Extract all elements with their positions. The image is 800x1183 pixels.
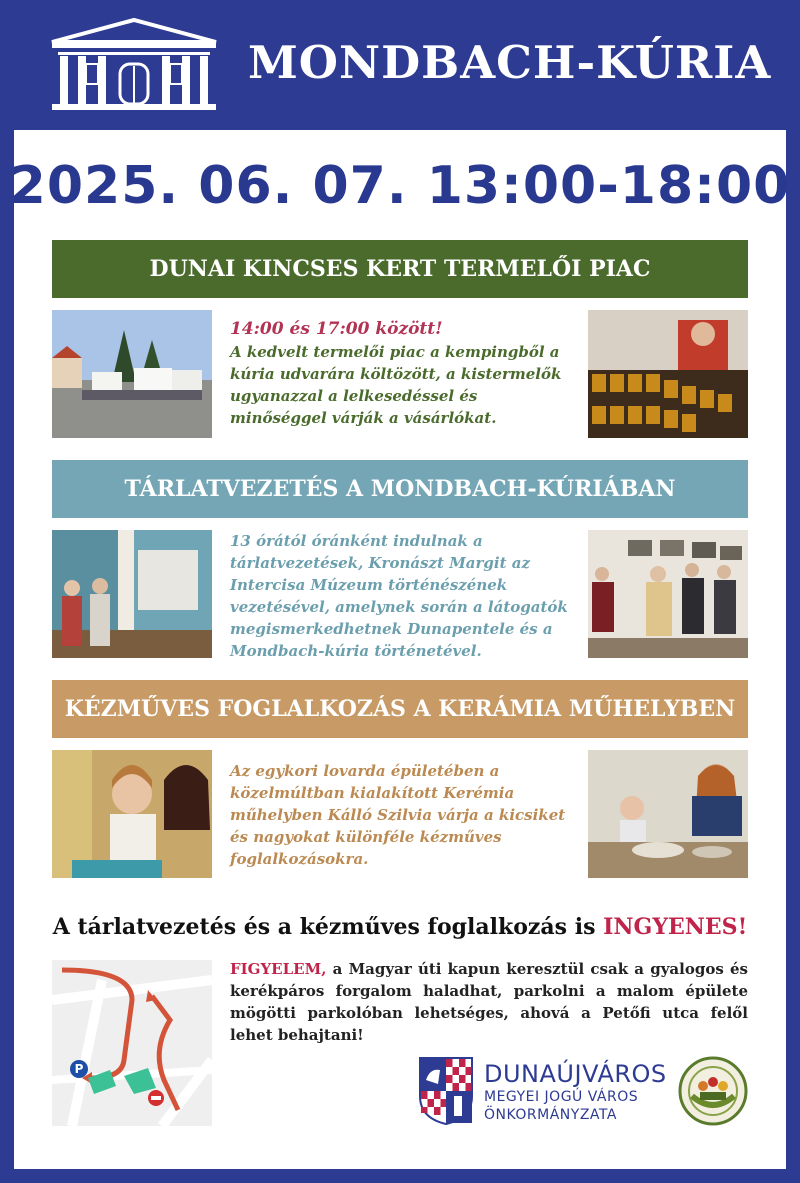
parking-map	[52, 960, 212, 1126]
city-subtitle-2: ÖNKORMÁNYZATA	[484, 1107, 617, 1123]
parking-notice	[230, 958, 748, 1046]
section-banner-crafts: KÉZMŰVES FOGLALKOZÁS A KERÁMIA MŰHELYBEN	[52, 680, 748, 738]
market-description	[230, 318, 570, 429]
free-note-prefix: A tárlatvezetés és a kézműves foglalkozás is	[52, 914, 604, 940]
venue-title: MONDBACH-KÚRIA	[248, 36, 772, 89]
honey-stall-image	[588, 310, 748, 438]
market-badge-logo-icon	[678, 1056, 748, 1126]
crafts-workshop-photo	[588, 750, 748, 878]
market-photo-image	[52, 310, 212, 438]
notice-label: FIGYELEM,	[230, 960, 327, 978]
exhibition-room-photo	[52, 530, 212, 658]
city-subtitle-1: MEGYEI JOGÚ VÁROS	[484, 1089, 639, 1105]
section-banner-exhibition: TÁRLATVEZETÉS A MONDBACH-KÚRIÁBAN	[52, 460, 748, 518]
city-name: DUNAÚJVÁROS	[484, 1060, 667, 1088]
market-time-highlight: 14:00 és 17:00 között!	[230, 319, 443, 339]
city-crest-icon	[418, 1056, 474, 1126]
free-admission-note	[0, 914, 800, 940]
event-date: 2025. 06. 07. 13:00-18:00	[9, 156, 791, 216]
crafts-description: Az egykori lovarda épületében a közelmúltban kialakított Kerémia műhelyben Kálló Szilvia várja a kicsiket és nagyokat különféle kézműves foglalkozásokra.	[230, 762, 566, 868]
parking-icon	[70, 1060, 88, 1078]
mansion-logo-icon	[48, 16, 220, 112]
exhibition-description: 13 órától óránként indulnak a tárlatvezetések, Kronászt Margit az Intercisa Múzeum történészének vezetésével, amelynek során a látogatók megismerkedhetnek Dunapentele és a Mondbach-kúria történetével.	[230, 532, 568, 660]
honey-stall-photo	[588, 310, 748, 438]
market-photo	[52, 310, 212, 438]
crafts-child-photo	[52, 750, 212, 878]
exhibition-visitors-image	[588, 530, 748, 658]
route-map-image	[52, 960, 212, 1126]
exhibition-room-image	[52, 530, 212, 658]
header	[0, 0, 800, 130]
notice-text: a Magyar úti kapun keresztül csak a gyalogos és kerékpáros forgalom haladhat, parkolni a malom épülete mögötti parkolóban lehetséges, ahová a Petőfi utca felől lehet behajtani!	[230, 960, 748, 1044]
crafts-child-image	[52, 750, 212, 878]
crafts-workshop-image	[588, 750, 748, 878]
market-text: A kedvelt termelői piac a kempingből a kúria udvarára költözött, a kistermelők ugyanazzal a lelkesedéssel és minőséggel várják a vásárlókat.	[230, 343, 562, 427]
city-name-block	[484, 1060, 667, 1124]
exhibition-visitors-photo	[588, 530, 748, 658]
section-banner-market: DUNAI KINCSES KERT TERMELŐI PIAC	[52, 240, 748, 298]
parking-label: P	[74, 1062, 84, 1076]
free-note-emphasis: INGYENES!	[603, 914, 748, 940]
